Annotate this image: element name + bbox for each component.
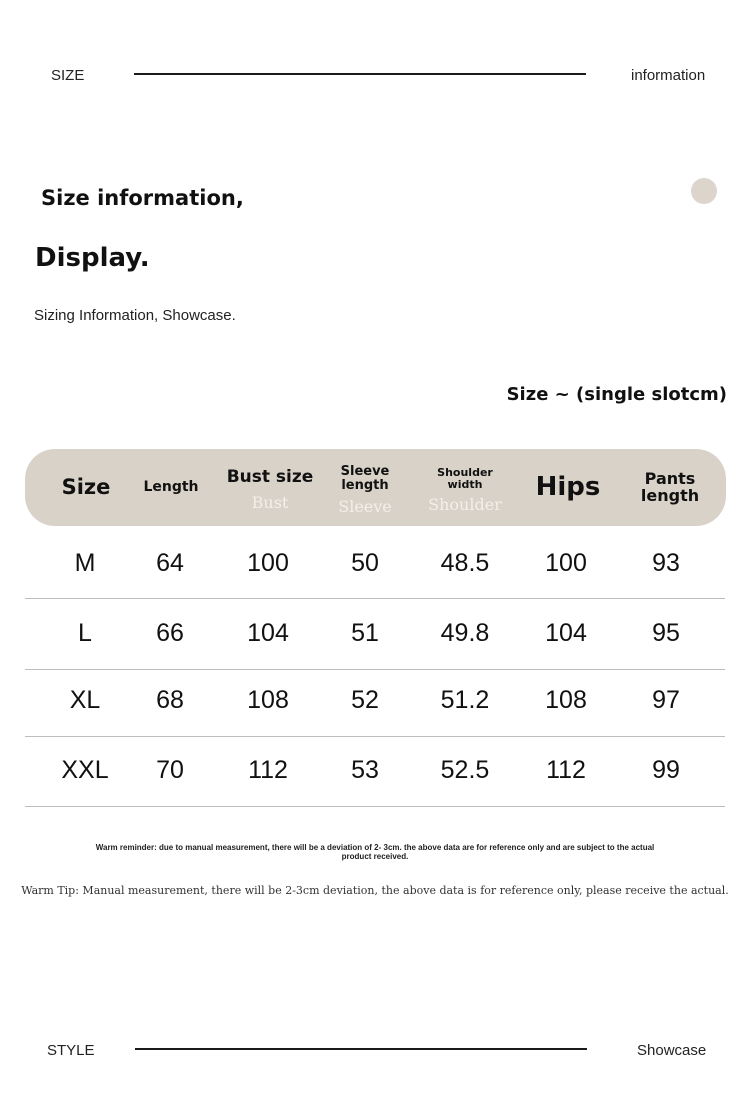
cell-pants: 95 (652, 619, 680, 647)
cell-bust: 112 (248, 756, 288, 784)
decorative-dot-icon (691, 178, 717, 204)
cell-sleeve: 52 (351, 686, 379, 714)
row-divider (25, 806, 725, 807)
cell-sleeve: 51 (351, 619, 379, 647)
cell-bust: 100 (247, 549, 289, 577)
cell-bust: 104 (247, 619, 289, 647)
cell-shoulder: 51.2 (440, 686, 490, 714)
cell-size: XXL (61, 756, 109, 784)
cell-pants: 93 (652, 549, 680, 577)
warm-reminder-note: Warm reminder: due to manual measurement, there will be a deviation of 2- 3cm. the above data are for reference only and are subject to the actual product received. (95, 843, 655, 861)
cell-bust: 108 (247, 686, 289, 714)
bottom-left-label: STYLE (47, 1042, 95, 1059)
top-right-label: information (631, 67, 706, 84)
warm-tip-note: Warm Tip: Manual measurement, there will be 2-3cm deviation, the above data is for reference only, please receive the actual. (21, 884, 729, 897)
header-bust: Bust size Bust (226, 467, 314, 512)
row-divider (25, 669, 725, 670)
unit-note: Size ~ (single slotcm) (506, 384, 727, 405)
cell-pants: 99 (652, 756, 680, 784)
top-divider (134, 73, 586, 75)
row-divider (25, 598, 725, 599)
top-left-label: SIZE (51, 67, 85, 84)
header-shoulder: Shoulder width Shoulder (428, 466, 502, 514)
heading-line-2: Display. (35, 243, 150, 273)
header-sleeve: Sleeve length Sleeve (338, 464, 392, 516)
header-size: Size (61, 475, 111, 500)
heading-line-1: Size information, (41, 186, 244, 210)
subtitle: Sizing Information, Showcase. (34, 307, 236, 324)
cell-hips: 112 (546, 756, 586, 784)
cell-shoulder: 49.8 (440, 619, 490, 647)
cell-sleeve: 53 (351, 756, 379, 784)
row-divider (25, 736, 725, 737)
cell-hips: 104 (545, 619, 587, 647)
cell-size: M (74, 549, 96, 577)
cell-length: 64 (156, 549, 184, 577)
cell-hips: 100 (545, 549, 587, 577)
bottom-divider (135, 1048, 587, 1050)
cell-shoulder: 48.5 (440, 549, 490, 577)
cell-size: XL (69, 686, 101, 714)
bottom-right-label: Showcase (637, 1042, 707, 1059)
cell-hips: 108 (545, 686, 587, 714)
header-length: Length (143, 479, 199, 496)
cell-pants: 97 (652, 686, 680, 714)
cell-length: 70 (156, 756, 184, 784)
header-pants: Pants length (640, 468, 700, 505)
cell-size: L (78, 619, 92, 647)
cell-sleeve: 50 (351, 549, 379, 577)
cell-shoulder: 52.5 (440, 756, 490, 784)
table-header (25, 449, 726, 526)
cell-length: 66 (156, 619, 184, 647)
cell-length: 68 (156, 686, 184, 714)
header-hips: Hips (535, 471, 601, 502)
